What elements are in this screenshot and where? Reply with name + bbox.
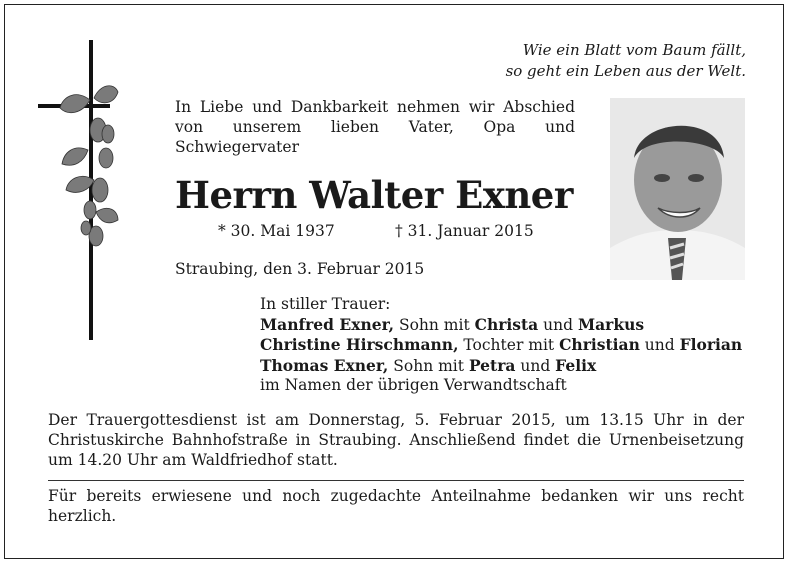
mourner-name: Christian [559, 335, 640, 354]
mourner-name: Manfred Exner, [260, 314, 395, 334]
motto-line-2: so geht ein Leben aus der Welt. [505, 62, 746, 80]
portrait-photo [610, 98, 745, 280]
mourner-relation: Sohn mit [388, 356, 469, 375]
motto [506, 40, 746, 82]
mourner-name: Christine Hirschmann, [260, 335, 459, 354]
death-date: † 31. Januar 2015 [395, 222, 534, 240]
mourners-closing: im Namen der übrigen Verwandtschaft [260, 376, 567, 394]
intro-text: In Liebe und Dankbarkeit nehmen wir Abschied von unserem lieben Vater, Opa und Schwiegervater [175, 98, 575, 156]
conjunction: und [639, 336, 680, 354]
mourner-name: Florian [679, 335, 743, 354]
conjunction: und [515, 356, 556, 375]
mourner-name: Markus [577, 314, 645, 334]
mourner-name: Felix [555, 355, 597, 375]
cross-with-hops-icon [38, 40, 128, 345]
mourner-line [260, 315, 742, 336]
mourner-relation: Sohn mit [394, 315, 475, 334]
mourner-name: Petra [468, 355, 516, 375]
birth-date: * 30. Mai 1937 [218, 222, 335, 240]
conjunction: und [538, 315, 578, 334]
mourner-name: Thomas Exner, [260, 355, 389, 375]
mourners-heading: In stiller Trauer: [260, 295, 391, 313]
motto-line-1: Wie ein Blatt vom Baum fällt, [522, 41, 746, 59]
mourner-line [260, 356, 742, 377]
divider [48, 480, 744, 481]
place-and-date: Straubing, den 3. Februar 2015 [175, 260, 425, 278]
thanks-text: Für bereits erwiesene und noch zugedachte Anteilnahme bedanken wir uns recht herzlich. [48, 487, 744, 525]
mourner-line [260, 335, 742, 356]
mourners-block [260, 295, 742, 396]
mourner-name: Christa [474, 314, 539, 334]
mourner-relation: Tochter mit [458, 336, 560, 354]
deceased-name: Herrn Walter Exner [175, 173, 573, 217]
service-text: Der Trauergottesdienst ist am Donnerstag, 5. Februar 2015, um 13.15 Uhr in der Christuskirche Bahnhofstraße in Straubing. Anschließend findet die Urnenbeisetzung um 14.20 Uhr am Waldfriedhof statt. [48, 411, 744, 469]
